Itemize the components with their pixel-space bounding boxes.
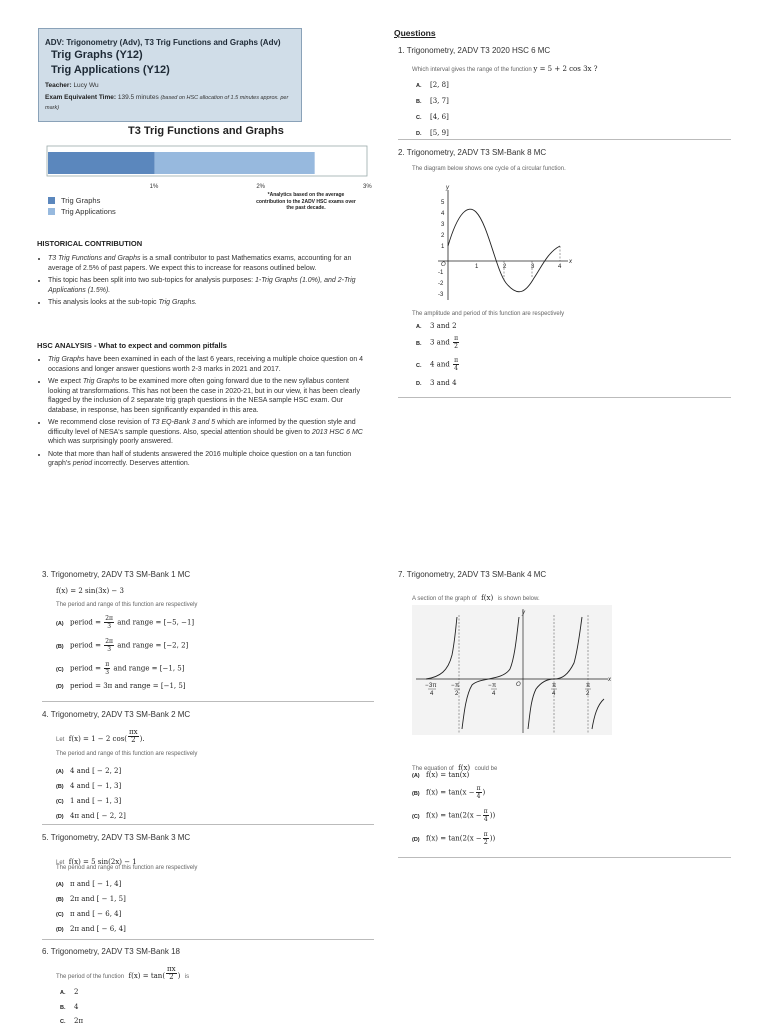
q2-text2: The amplitude and period of this function are respectively [412, 311, 565, 317]
svg-text:4: 4 [558, 264, 562, 270]
q6-text: The period of the function f(x) = tan( $\frac{\pi x}{2}$ ) is [56, 965, 190, 982]
q2-option-b[interactable]: B. 3 and $\frac{\pi}{2}$ [416, 335, 459, 350]
y-axis-label: y [446, 185, 449, 191]
q7-option-c[interactable]: (C) f(x) = tan(2(x − $\frac{\pi}{4}$ )) [412, 808, 496, 823]
q4-text: The period and range of this function are respectively [56, 751, 198, 757]
analysis-bullets [30, 355, 373, 472]
divider [42, 939, 374, 940]
q6-options [60, 986, 83, 1030]
q5-option-d[interactable]: (D) 2π and [ − 6, 4] [56, 925, 126, 933]
analysis-heading: HSC ANALYSIS - What to expect and common pitfalls [37, 341, 227, 350]
x-tick-label: 2% [256, 184, 266, 190]
q5-options [56, 877, 126, 937]
q2-title: 2. Trigonometry, 2ADV T3 SM-Bank 8 MC [398, 148, 547, 157]
q3-option-a[interactable]: (A) period = $\frac{2\pi}{3}$ and range = [−5, −1] [56, 615, 195, 630]
q2-text: The diagram below shows one cycle of a circular function. [412, 166, 566, 172]
topic-category: ADV: Trigonometry (Adv), T3 Trig Functions and Graphs (Adv) [45, 38, 281, 47]
q1-title: 1. Trigonometry, 2ADV T3 2020 HSC 6 MC [398, 46, 551, 55]
q4-option-c[interactable]: (C) 1 and [ − 1, 3] [56, 797, 122, 805]
q5-function: Let f(x) = 5 sin(2x) − 1 [56, 858, 137, 866]
svg-text:2: 2 [441, 233, 445, 239]
legend-label-trig-graphs: Trig Graphs [61, 196, 101, 205]
q7-tan-graph [412, 605, 612, 735]
questions-heading: Questions [394, 28, 436, 38]
svg-text:5: 5 [441, 200, 445, 206]
list-item: • Trig Graphs have been examined in each of the last 6 years, receiving a multiple choice question on 4 occasions and longer answer questions worth 2-3 marks in 2021 and 2017. [48, 355, 373, 374]
svg-text:2: 2 [503, 264, 507, 270]
q7-option-b[interactable]: (B) f(x) = tan(x − $\frac{\pi}{4}$ ) [412, 785, 486, 800]
svg-text:3: 3 [441, 222, 445, 228]
q4-option-d[interactable]: (D) 4π and [ − 2, 2] [56, 812, 126, 820]
list-item: • T3 Trig Functions and Graphs is a small contributor to past Mathematics exams, accounting for an average of 2.5% of past papers. We expect this to increase for reasons outlined below. [48, 254, 368, 273]
y-ticks [438, 200, 445, 298]
q6-option-b[interactable]: B. 4 [60, 1002, 79, 1011]
divider [398, 857, 731, 858]
q5-option-b[interactable]: (B) 2π and [ − 1, 5] [56, 895, 126, 903]
svg-text:-3: -3 [438, 292, 444, 298]
svg-text:-2: -2 [438, 281, 444, 287]
svg-text:4: 4 [552, 691, 556, 697]
svg-text:−: − [451, 683, 455, 689]
svg-text:2: 2 [455, 691, 459, 697]
list-item: • Note that more than half of students answered the 2016 multiple choice question on a tan function graph's period incorrectly. Deserves attention. [48, 450, 373, 469]
list-item: • This topic has been split into two sub-topics for analysis purposes: 1-Trig Graphs (1.0%), and 2-Trig Applications (1.5%). [48, 276, 368, 295]
divider [42, 824, 374, 825]
q7-text: A section of the graph of f(x) is shown below. [412, 594, 540, 602]
q3-option-b[interactable]: (B) period = $\frac{2\pi}{3}$ and range = [−2, 2] [56, 638, 189, 653]
q4-option-b[interactable]: (B) 4 and [ − 1, 3] [56, 782, 122, 790]
q7-text2: The equation of f(x) could be [412, 764, 498, 772]
topic-header-box [38, 28, 302, 122]
x-ticks [475, 264, 562, 270]
q6-option-c[interactable]: C. 2π [60, 1017, 84, 1025]
q1-option-b[interactable]: B. [3, 7] [416, 97, 449, 105]
subtopic-title-2: Trig Applications (Y12) [51, 64, 170, 76]
list-item: • This analysis looks at the sub-topic Trig Graphs. [48, 298, 368, 308]
q1-option-c[interactable]: C. [4, 6] [416, 113, 449, 121]
svg-text:π: π [552, 683, 557, 689]
divider [42, 701, 374, 702]
q1-options [416, 78, 449, 142]
subtopic-title-1: Trig Graphs (Y12) [51, 49, 143, 61]
q3-option-d[interactable]: (D) period = 3π and range = [−1, 5] [56, 682, 186, 690]
x-tick-label: 1% [149, 184, 159, 190]
q7-option-a[interactable]: (A) f(x) = tan(x) [412, 771, 470, 779]
q5-title: 5. Trigonometry, 2ADV T3 SM-Bank 3 MC [42, 833, 191, 842]
analytics-note: *Analytics based on the average contribution to the 2ADV HSC exams over the past decade. [256, 192, 356, 211]
y-axis-label: y [522, 610, 525, 616]
svg-text:2: 2 [586, 691, 590, 697]
q2-option-c[interactable]: C. 4 and $\frac{\pi}{4}$ [416, 357, 459, 372]
q3-title: 3. Trigonometry, 2ADV T3 SM-Bank 1 MC [42, 570, 191, 579]
svg-text:−: − [425, 683, 429, 689]
x-axis-label: x [569, 259, 572, 265]
q2-sine-graph [430, 182, 580, 304]
chart-title: T3 Trig Functions and Graphs [128, 125, 284, 137]
list-item: • We recommend close revision of T3 EQ-Bank 3 and 5 which are informed by the question style and difficulty level of NESA's sample questions. Also, special attention should be given to 2013 HSC 6 MC which was surprisingly poorly answered. [48, 418, 373, 447]
origin-label: O [516, 682, 521, 688]
q5-text: The period and range of this function are respectively [56, 865, 198, 871]
q7-title: 7. Trigonometry, 2ADV T3 SM-Bank 4 MC [398, 570, 547, 579]
svg-text:-1: -1 [438, 270, 444, 276]
x-axis-label: x [608, 677, 611, 683]
q7-options [412, 771, 495, 846]
historical-bullets [30, 254, 368, 311]
q4-title: 4. Trigonometry, 2ADV T3 SM-Bank 2 MC [42, 710, 191, 719]
q1-option-d[interactable]: D. [5, 9] [416, 129, 449, 137]
q4-option-a[interactable]: (A) 4 and [ − 2, 2] [56, 767, 122, 775]
divider [398, 397, 731, 398]
svg-text:π: π [455, 683, 460, 689]
svg-text:1: 1 [441, 244, 445, 250]
list-item: • We expect Trig Graphs to be examined more often going forward due to the new syllabus content looking at transformations. This has not been the case in 2020-21, but in our view, it has been clearly flagged by the inclusion of 2 separate trig graph questions in the NESA sample HSC exam. Our database, in response, has been significantly expanded in this area. [48, 377, 373, 415]
q6-title: 6. Trigonometry, 2ADV T3 SM-Bank 18 [42, 947, 180, 956]
q6-option-a[interactable]: A. 2 [60, 988, 79, 996]
divider [398, 139, 731, 140]
bar-trig-graphs [48, 152, 155, 174]
exam-time-line: Exam Equivalent Time: 139.5 minutes (based on HSC allocation of 1.5 minutes approx. per mark) [45, 94, 289, 111]
q5-option-c[interactable]: (C) π and [ − 6, 4] [56, 910, 122, 918]
x-tick-label: 3% [363, 184, 372, 190]
legend-swatch-trig-graphs [48, 197, 55, 204]
q2-options [416, 322, 460, 387]
svg-text:−: − [488, 683, 492, 689]
bar-trig-applications [155, 152, 315, 174]
svg-text:π: π [492, 683, 497, 689]
svg-text:π: π [586, 683, 591, 689]
q2-option-d[interactable]: D. 3 and 4 [416, 379, 457, 387]
q3-function: f(x) = 2 sin(3x) − 3 [56, 587, 124, 595]
q1-option-a[interactable]: A. [2, 8] [416, 81, 449, 89]
q7-option-d[interactable]: (D) f(x) = tan(2(x − $\frac{\pi}{2}$ )) [412, 831, 496, 846]
svg-text:3: 3 [531, 264, 535, 270]
teacher-line: Teacher: Lucy Wu [45, 82, 99, 89]
q4-function: Let f(x) = 1 − 2 cos( $\frac{\pi x}{2}$ ). [56, 728, 145, 745]
q3-text: The period and range of this function are respectively [56, 602, 198, 608]
q3-option-c[interactable]: (C) period = $\frac{\pi}{3}$ and range = [−1, 5] [56, 661, 185, 676]
q4-options [56, 764, 126, 824]
origin-label: O [441, 262, 446, 268]
historical-heading: HISTORICAL CONTRIBUTION [37, 239, 143, 248]
legend-label-trig-applications: Trig Applications [61, 207, 116, 216]
q1-text: Which interval gives the range of the function y = 5 + 2 cos 3x ? [412, 65, 598, 73]
svg-text:3π: 3π [429, 683, 437, 689]
q5-option-a[interactable]: (A) π and [ − 1, 4] [56, 880, 122, 888]
svg-text:4: 4 [441, 211, 445, 217]
legend-swatch-trig-applications [48, 208, 55, 215]
svg-text:4: 4 [430, 691, 434, 697]
q3-options [56, 615, 194, 690]
q2-option-a[interactable]: A. 3 and 2 [416, 322, 457, 330]
svg-text:1: 1 [475, 264, 479, 270]
svg-text:4: 4 [492, 691, 496, 697]
